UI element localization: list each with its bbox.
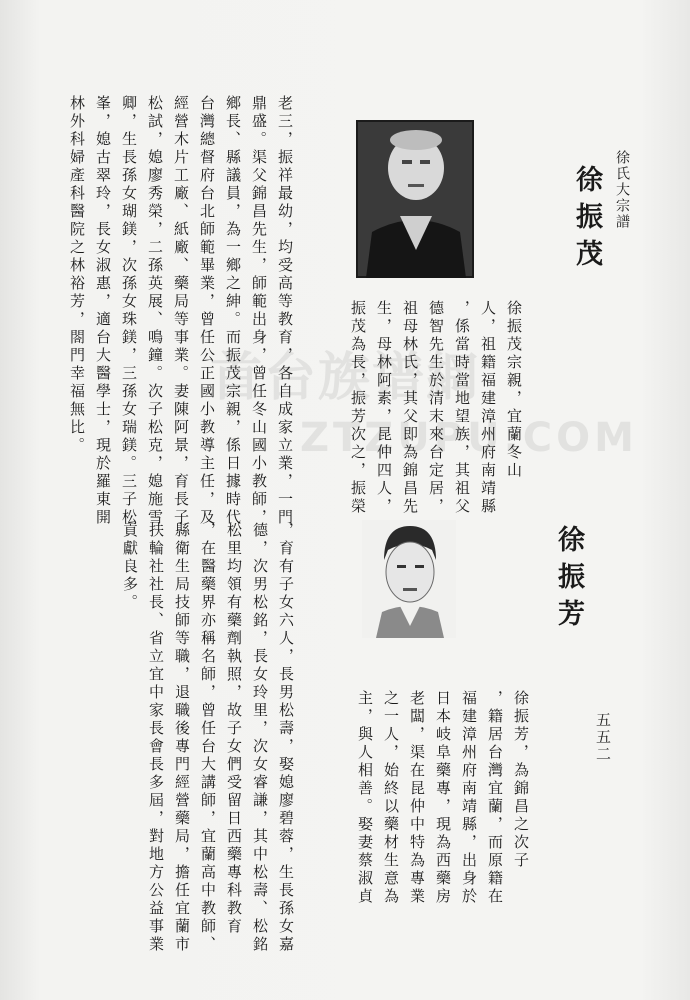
body-text-2-lower: ，育有子女六人，長男松壽，娶媳廖碧蓉，生長孫女嘉 德，次男松銘，長女玲里，次女睿謙，其中松壽、松銘 松里均領有藥劑執照，故子女們受留日西藥專科教育 ，在醫藥界亦稱名師，曾任台大講師，宜蘭高中教師、 縣衛生局技師等職，退職後專門經營藥局，擔任宜蘭市 扶輪社社長、省立宜中家長會長多屆，對地方公益事業 貢獻良多。 [121, 522, 295, 954]
body-text-2-upper: 徐振芳，為錦昌之次子 ，籍居台灣宜蘭，而原籍在 福建漳州府南靖縣，出身於 日本岐阜藥專，現為西藥房 老闆，渠在昆仲中特為專業 之一人，始終以藥材生意為 主，與人相善。娶妻蔡淑貞 [356, 690, 530, 906]
watermark-en: ZTZUPU.COM [300, 415, 638, 461]
portrait-photo-icon [362, 520, 456, 638]
body-text-1-lower: 老三，振祥最幼，均受高等教育，各自成家立業，一門 鼎盛。渠父錦昌先生，師範出身，曾任冬山國小教師， 鄉長、縣議員，為一鄉之紳。而振茂宗親，係日據時代 台灣總督府台北師範畢業，曾任公正國小教導主任，及 經營木片工廠、紙廠、藥局等事業。妻陳阿景，育長子 松試，媳廖秀榮，二孫英展、鳴鐘。次子松克，媳施雪 卿，生長孫女瑚鎂，次孫女珠鎂，三孫女瑞鎂。三子松 峯，媳古翠玲，長女淑惠，適台大醫學士，現於羅東開 林外科婦產科醫院之林裕芳，閤門幸福無比。 [68, 95, 294, 527]
portrait-photo-icon [356, 120, 474, 278]
person-name-1: 徐振茂 [571, 165, 602, 276]
page-number: 五五二 [594, 712, 612, 763]
book-title: 徐氏大宗譜 [614, 150, 630, 230]
person-name-2: 徐振芳 [553, 525, 584, 636]
watermark-cn: 首台族谱網 [210, 348, 481, 408]
body-text-1-upper: 徐振茂宗親，宜蘭冬山 人，祖籍福建漳州府南靖縣 ，係當時當地望族，其祖父 德智先生於清末來台定居， 祖母林氏，其父即為錦昌先 生，母林阿素，昆仲四人， 振茂為長，振芳次之，振榮 [349, 300, 523, 516]
